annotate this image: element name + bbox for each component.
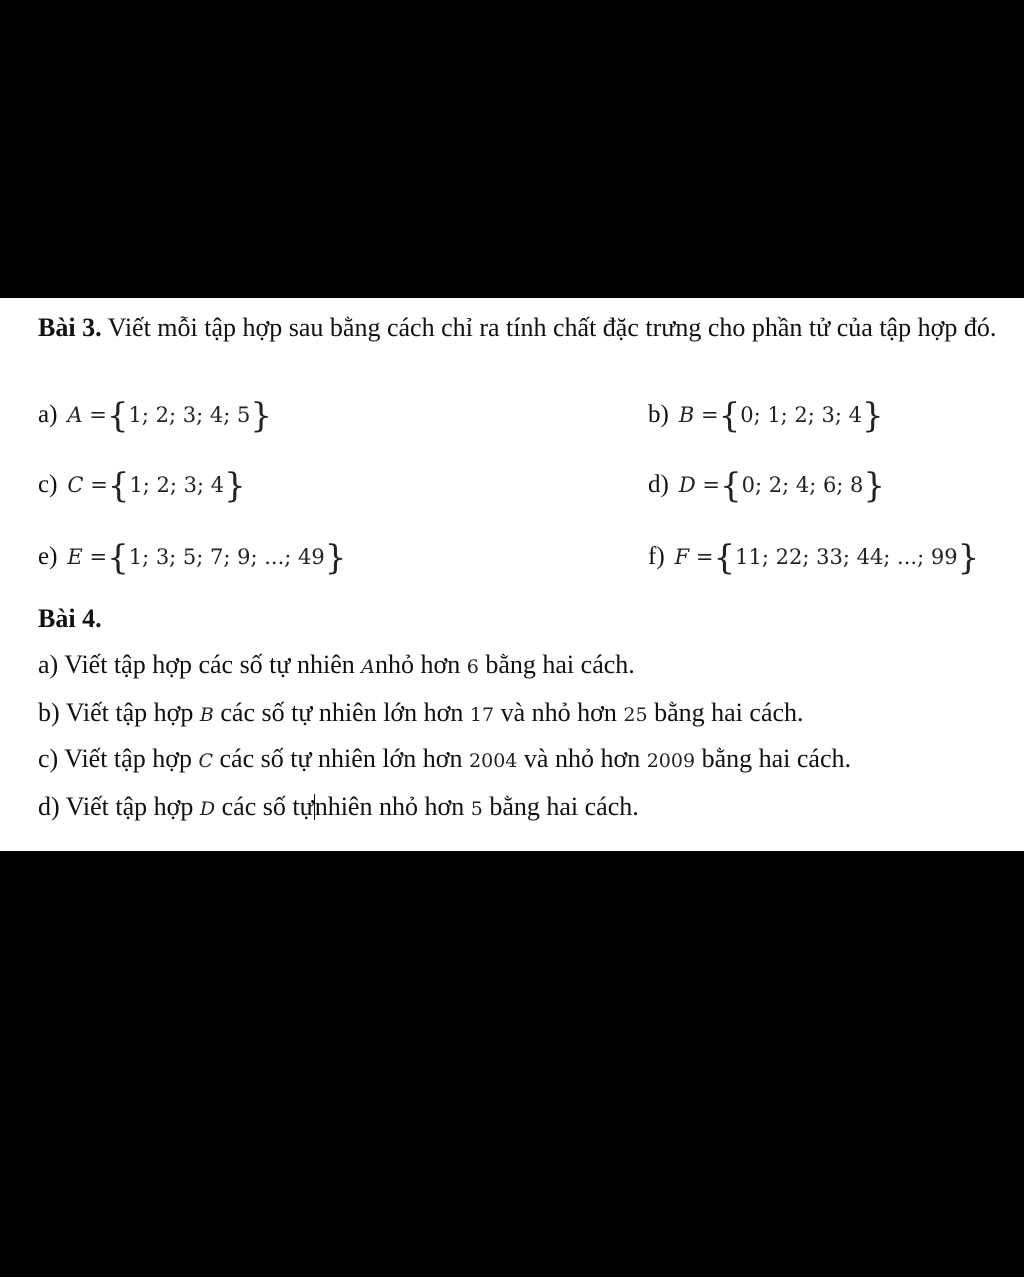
close-brace: }	[224, 466, 246, 506]
set-expression	[67, 545, 107, 569]
item-label: f)	[648, 543, 665, 570]
set-variable: F	[674, 545, 690, 569]
text-segment: các số tự nhiên lớn hơn	[220, 698, 464, 727]
text-segment: b) Viết tập hợp	[38, 698, 194, 727]
set-variable: D	[199, 798, 216, 820]
text-segment: bằng hai cách.	[654, 698, 804, 727]
number: 2004	[469, 750, 518, 772]
set-variable: B	[678, 403, 695, 427]
text-segment: các số tự	[221, 792, 314, 821]
text-segment: bằng hai cách.	[485, 650, 635, 679]
bai3-title: Bài 3.	[38, 313, 102, 342]
text-segment: và nhỏ hơn	[500, 698, 617, 727]
item-label: a)	[38, 401, 58, 428]
open-brace: {	[718, 396, 741, 436]
equals-sign: =	[90, 473, 108, 497]
item-label: b)	[648, 401, 669, 428]
set-item-e	[38, 538, 347, 578]
set-elements: 0; 2; 4; 6; 8	[741, 473, 864, 497]
equals-sign: =	[89, 545, 108, 569]
close-brace: }	[250, 396, 272, 436]
close-brace: }	[957, 538, 980, 578]
number: 25	[623, 704, 648, 726]
equals-sign: =	[89, 403, 107, 427]
set-item-d	[648, 466, 886, 506]
equals-sign: =	[700, 403, 719, 427]
number: 5	[470, 798, 483, 820]
number: 2009	[646, 750, 696, 772]
bai4-line-c	[38, 744, 851, 774]
set-elements: 0; 1; 2; 3; 4	[740, 403, 863, 427]
bai3-intro-text: Viết mỗi tập hợp sau bằng cách chỉ ra tính chất đặc trưng cho phần tử của tập hợp đó.	[107, 313, 997, 342]
close-brace: }	[324, 538, 347, 578]
set-item-b	[648, 396, 884, 436]
open-brace: {	[106, 396, 129, 436]
set-elements: 1; 2; 3; 4; 5	[128, 403, 251, 427]
text-segment: bằng hai cách.	[489, 792, 639, 821]
set-variable: E	[67, 545, 83, 569]
set-variable: D	[678, 473, 696, 497]
set-item-f	[648, 538, 980, 578]
close-brace: }	[863, 466, 886, 506]
open-brace: {	[719, 466, 742, 506]
bai4-line-b	[38, 698, 804, 728]
set-item-c	[38, 466, 246, 506]
set-item-a	[38, 396, 272, 436]
number: 6	[466, 656, 479, 678]
item-label: d)	[648, 471, 669, 498]
set-variable: C	[198, 750, 213, 772]
set-variable: C	[67, 473, 84, 497]
equals-sign: =	[702, 473, 720, 497]
set-expression	[679, 403, 719, 427]
item-label: c)	[38, 471, 58, 498]
set-variable: A	[67, 403, 83, 427]
text-segment: và nhỏ hơn	[523, 744, 641, 773]
set-expression	[679, 473, 720, 497]
text-segment: nhỏ hơn	[375, 650, 461, 679]
bai4-line-a	[38, 650, 635, 680]
set-expression	[675, 545, 714, 569]
set-variable: B	[199, 704, 214, 726]
text-segment: bằng hai cách.	[701, 744, 851, 773]
text-segment: c) Viết tập hợp	[38, 744, 192, 773]
text-segment: d) Viết tập hợp	[38, 792, 194, 821]
item-label: e)	[38, 543, 58, 570]
bai4-title: Bài 4.	[38, 604, 102, 633]
text-segment: a) Viết tập hợp các số tự nhiên	[38, 650, 355, 679]
document-page	[0, 298, 1024, 851]
set-elements: 1; 3; 5; 7; 9; ...; 49	[128, 545, 325, 569]
bai4-line-d	[38, 792, 639, 822]
set-expression	[67, 473, 107, 497]
equals-sign: =	[695, 545, 714, 569]
number: 17	[469, 704, 495, 726]
text-segment: các số tự nhiên lớn hơn	[219, 744, 463, 773]
set-variable: A	[361, 656, 375, 678]
set-elements: 1; 2; 3; 4	[129, 473, 225, 497]
open-brace: {	[107, 466, 130, 506]
open-brace: {	[107, 538, 129, 578]
open-brace: {	[713, 538, 736, 578]
bai3-intro-paragraph	[38, 310, 1018, 346]
close-brace: }	[862, 396, 884, 436]
text-segment: nhiên nhỏ hơn	[314, 792, 465, 821]
set-expression	[67, 403, 106, 427]
set-elements: 11; 22; 33; 44; ...; 99	[735, 545, 958, 569]
